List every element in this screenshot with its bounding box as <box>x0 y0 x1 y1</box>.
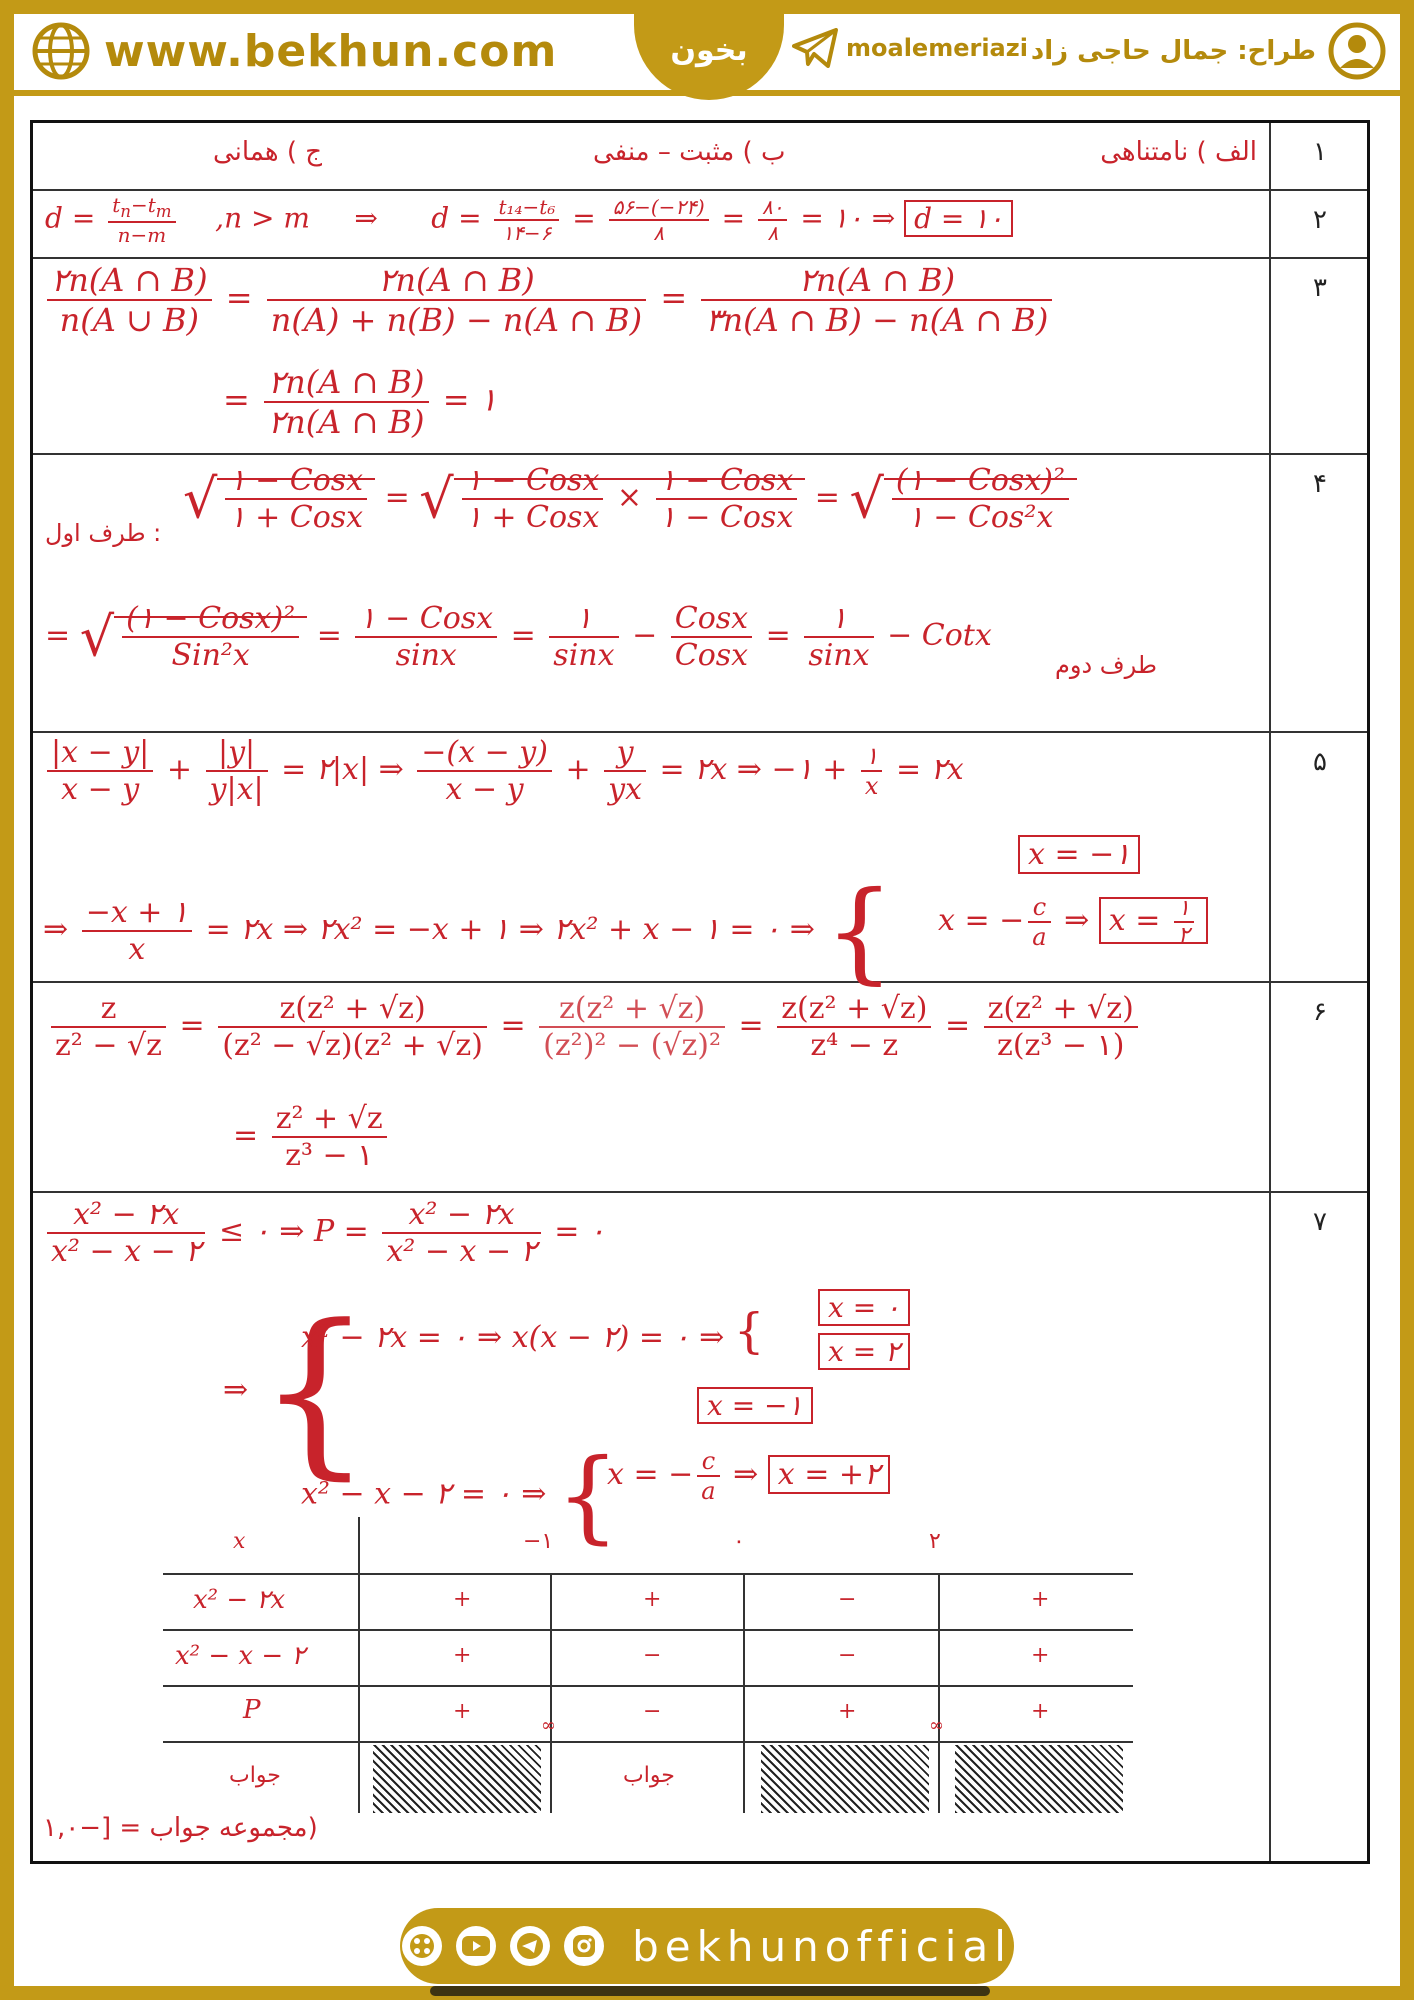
sign-cell: + <box>453 1699 472 1724</box>
site-link[interactable] <box>32 22 557 80</box>
root-2: x = − $\frac{c}{a}$ ⇒ x = $\frac{۱}{۲}$ <box>938 893 1208 951</box>
formula-7b: ⇒ { <box>223 1287 373 1496</box>
row-number: ۵ <box>1313 747 1327 777</box>
answer-label: جواب <box>229 1763 281 1788</box>
table-row-label: x² − x − ۲ <box>175 1641 306 1671</box>
answer-label: جواب <box>623 1763 675 1788</box>
table-row-label: x² − ۲x <box>193 1585 286 1615</box>
telegram-link[interactable] <box>792 28 1028 68</box>
designer-credit <box>1031 22 1386 80</box>
infinity-mark: ∞ <box>929 1715 944 1736</box>
answer-row-2 <box>33 191 1367 259</box>
formula-5b: ⇒ $\frac{-x + ۱}{x}$ = ۲x ⇒ ۲x² = −x + ۱ ⇒ ۲x² + x − ۱ = ۰ ⇒ { <box>43 867 895 995</box>
row-number: ۳ <box>1313 273 1327 303</box>
excluded-region <box>955 1745 1123 1813</box>
formula-3b: = $\frac{۲n(A \cap B)}{۲n(A \cap B)}$ = ۱ <box>223 363 497 441</box>
sign-cell: + <box>838 1699 857 1724</box>
answer-row-1 <box>33 123 1367 191</box>
formula-4b: = √ $\frac{\text{(۱ − Cosx)²}}{\text{Sin²x}}$ = $\frac{\text{۱ − Cosx}}{\sin x}$ = $\frac{۱}{\sin x}$ − $\frac{\text{Cosx}}{\text{Cosx}}$ = $\frac{۱}{\sin x}$ − Cotx <box>45 601 992 673</box>
option-b: ب ) مثبت – منفی <box>593 137 786 167</box>
telegram-icon[interactable] <box>510 1926 550 1966</box>
sign-cell: − <box>643 1699 662 1724</box>
formula-5a: $\frac{|x - y|}{x - y}$ + $\frac{|y|}{y|x|}$ = ۲|x| ⇒ $\frac{-(x - y)}{x - y}$ + $\frac{y}{yx}$ = ۲x ⇒ −۱ + $\frac{۱}{x}$ = ۲x <box>43 735 964 807</box>
root-1: x = −۱ <box>1018 837 1140 872</box>
answer-row-6 <box>33 983 1367 1193</box>
youtube-icon[interactable] <box>456 1926 496 1966</box>
side-one-label: طرف اول : <box>45 519 162 547</box>
formula-2: d = $\frac{t_n-t_m}{n-m}$ ,n > m ⇒ d = $\frac{\text{t₁₄−t₆}}{۱۴-۶}$ = $\frac{۵۶-(-۲۴)}{۸}$ = $\frac{۸۰}{۸}$ = ۱۰ ⇒ d = ۱۰ <box>45 193 1013 247</box>
root-xm1: x = −۱ <box>697 1389 813 1422</box>
designer-name: طراح: جمال حاجی زاد <box>1030 36 1316 66</box>
sign-cell: + <box>453 1643 472 1668</box>
row-number: ۷ <box>1313 1207 1327 1237</box>
sign-cell: + <box>1031 1699 1050 1724</box>
excluded-region <box>373 1745 541 1813</box>
answer-row-5 <box>33 733 1367 995</box>
sign-cell: + <box>453 1587 472 1612</box>
infinity-mark: ∞ <box>541 1715 556 1736</box>
side-two-label: طرف دوم <box>1055 651 1157 679</box>
globe-icon <box>32 22 90 80</box>
sign-cell: − <box>838 1587 857 1612</box>
answer-sheet <box>30 120 1370 1864</box>
header-bar <box>14 14 1400 96</box>
root-x2: x = ۲ <box>818 1335 910 1368</box>
aparat-icon[interactable] <box>402 1926 442 1966</box>
sign-cell: − <box>643 1643 662 1668</box>
brand-logo <box>634 0 784 100</box>
table-row-label: P <box>243 1695 261 1725</box>
sign-cell: − <box>838 1643 857 1668</box>
root-xp2: x = − $\frac{c}{a}$ ⇒ x = +۲ <box>607 1447 890 1505</box>
factor-1: x² − ۲x = ۰ ⇒ x(x − ۲) = ۰ ⇒ { <box>301 1303 765 1359</box>
social-footer <box>400 1908 1014 1984</box>
option-a: الف ) نامتناهی <box>1100 137 1257 167</box>
answer-set-label: مجموعه جواب <box>149 1813 308 1843</box>
sign-cell: + <box>1031 1587 1050 1612</box>
formula-6b: = $\frac{\text{z² + √z}}{\text{z³ − ۱}}$ <box>233 1101 391 1173</box>
telegram-handle: moalemeriazi <box>846 34 1028 62</box>
row-number: ۴ <box>1313 469 1327 499</box>
row-number: ۲ <box>1313 205 1327 235</box>
root-x0: x = ۰ <box>818 1291 910 1324</box>
sign-cell: + <box>1031 1643 1050 1668</box>
row-number: ۱ <box>1313 137 1327 167</box>
table-header-m1: −۱ <box>523 1529 554 1554</box>
excluded-region <box>761 1745 929 1813</box>
footer-shadow <box>430 1986 990 1996</box>
user-icon <box>1328 22 1386 80</box>
answer-row-3 <box>33 259 1367 455</box>
answer-set: مجموعه جواب = [−۱,۰) <box>43 1813 318 1843</box>
factor-2: x² − x − ۲ = ۰ ⇒ { <box>301 1437 620 1554</box>
formula-7a: $\frac{\text{x² − ۲x}}{\text{x² − x − ۲}}$ ≤ ۰ ⇒ P = $\frac{\text{x² − ۲x}}{\text{x² − x − ۲}}$ = ۰ <box>43 1197 605 1269</box>
site-url: www.bekhun.com <box>104 25 558 77</box>
sign-cell: + <box>643 1587 662 1612</box>
table-header-x: x <box>233 1529 246 1554</box>
logo-text: بخون <box>670 32 748 68</box>
instagram-icon[interactable] <box>564 1926 604 1966</box>
table-header-2: ۲ <box>929 1529 941 1554</box>
sign-table <box>163 1517 1133 1813</box>
answer-row-4 <box>33 455 1367 733</box>
row-number: ۶ <box>1313 997 1327 1027</box>
formula-3a: $\frac{۲n(A \cap B)}{n(A \cup B)}$ = $\frac{۲n(A \cap B)}{n(A) + n(B) - n(A \cap B)}$ = $\frac{۲n(A \cap B)}{۳n(A \cap B) - n(A \cap B)}$ <box>43 261 1056 339</box>
footer-handle[interactable]: bekhunofficial <box>632 1921 1012 1971</box>
telegram-icon <box>792 28 838 68</box>
formula-6a: $\frac{z}{\text{z² − √z}}$ = $\frac{\text{z(z² + √z)}}{\text{(z² − √z)(z² + √z)}}$ = $\frac{\text{z(z² + √z)}}{\text{(z²)² − (√z)²}}$ = $\frac{\text{z(z² + √z)}}{\text{z⁴ − z}}$ = $\frac{\text{z(z² + √z)}}{\text{z(z³ − ۱)}}$ <box>47 991 1142 1063</box>
table-header-0: ۰ <box>733 1529 745 1554</box>
option-c: ج ) همانی <box>213 137 323 167</box>
formula-4a: √ $\frac{\text{۱ − Cosx}}{\text{۱ + Cosx}}$ = √ $\frac{\text{۱ − Cosx}}{\text{۱ + Cosx}}$ × $\frac{\text{۱ − Cosx}}{\text{۱ − Cosx}}$ = √ $\frac{\text{(۱ − Cosx)²}}{\text{۱ − Cos²x}}$ <box>183 463 1077 535</box>
